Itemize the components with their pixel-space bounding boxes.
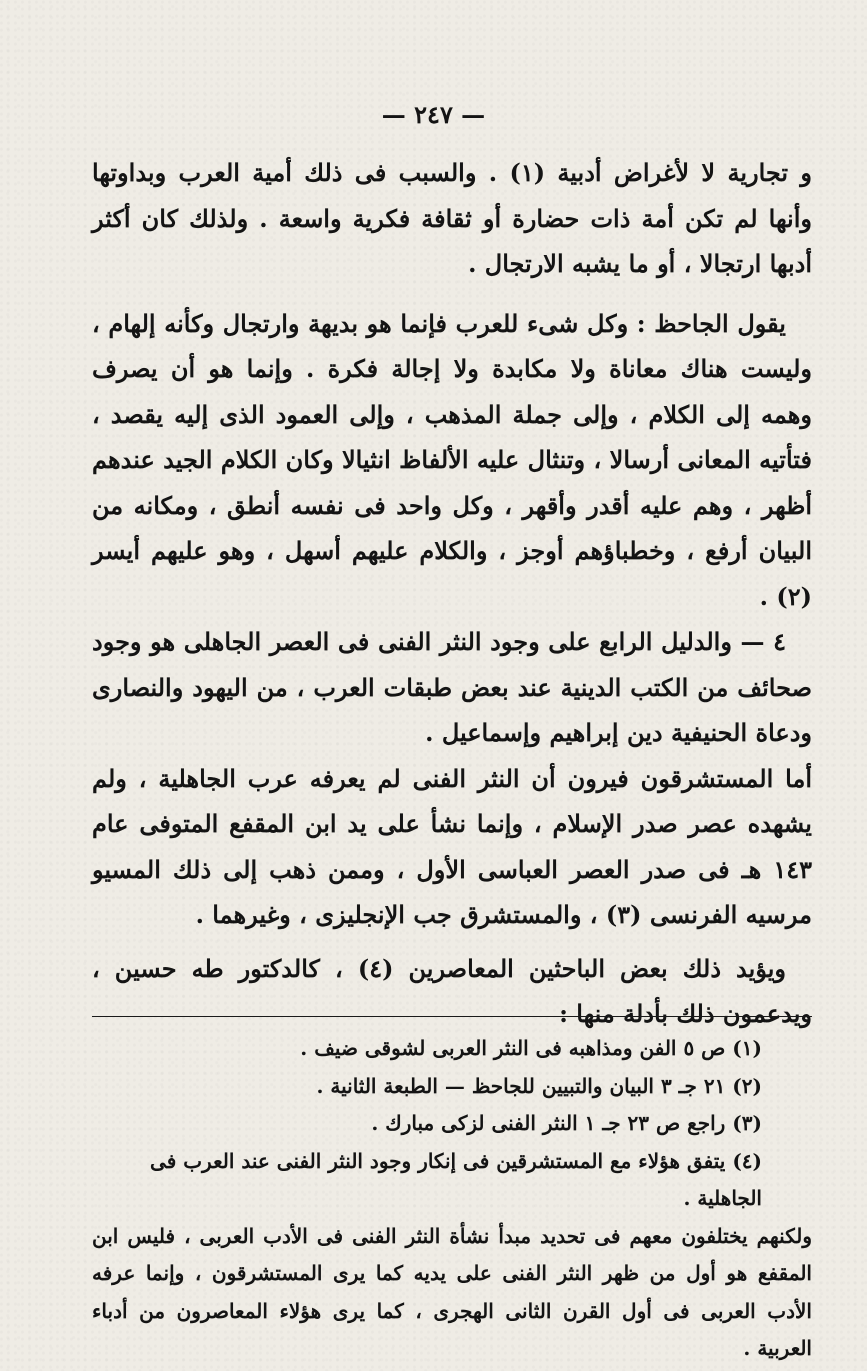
- footnote-4: (٤) يتفق هؤلاء مع المستشرقين فى إنكار وجود النثر الفنى عند العرب فى الجاهلية .: [150, 1148, 762, 1210]
- footnotes: [92, 1030, 812, 1368]
- main-text: [92, 150, 812, 1037]
- footnote-3: (٣) راجع ص ٢٣ جـ ١ النثر الفنى لزكى مبارك .: [371, 1111, 762, 1135]
- footnote-divider: [92, 1016, 812, 1017]
- footnote-2: (٢) ٢١ جـ ٣ البيان والتبيين للجاحظ — الطبعة الثانية .: [316, 1073, 762, 1098]
- footnote-4-continuation: ولكنهم يختلفون معهم فى تحديد مبدأ نشأة النثر الفنى فى الأدب العربى ، فليس ابن المقفع هو أول من ظهر النثر الفنى على يديه كما يرى المستشرقون ، وإنما عرفه الأدب العربى فى أول القرن الثانى الهجرى ، كما يرى هؤلاء المعاصرون من أدباء العربية .: [92, 1223, 812, 1360]
- paragraph-fourth-evidence: ٤ — والدليل الرابع على وجود النثر الفنى فى العصر الجاهلى هو وجود صحائف من الكتب الدينية عند بعض طبقات العرب ، من اليهود والنصارى ودعاة الحنيفية دين إبراهيم وإسماعيل .: [92, 627, 812, 747]
- paragraph-contemporary-researchers: ويؤيد ذلك بعض الباحثين المعاصرين (٤) ، كالدكتور طه حسين ، ويدعمون ذلك بأدلة منها :: [92, 953, 812, 1028]
- paragraph-intro-continuation: و تجارية لا لأغراض أدبية (١) . والسبب فى ذلك أمية العرب وبداوتها وأنها لم تكن أمة ذات حضارة أو ثقافة فكرية واسعة . ولذلك كان أكثر أدبها ارتجالا ، أو ما يشبه الارتجال .: [92, 158, 812, 278]
- page-number: — ٢٤٧ —: [381, 100, 486, 129]
- footnote-1: (١) ص ٥ الفن ومذاهبه فى النثر العربى لشوقى ضيف .: [300, 1036, 762, 1060]
- paragraph-jahiz-quote: يقول الجاحظ : وكل شىء للعرب فإنما هو بديهة وارتجال وكأنه إلهام ، وليست هناك معاناة ولا مكابدة ولا إجالة فكرة . وإنما هو أن يصرف وهمه إلى الكلام ، وإلى جملة المذهب ، وإلى العمود الذى إليه يقصد ، فتأتيه المعانى أرسالا ، وتنثال عليه الألفاظ انثيالا وكان الكلام الجيد عندهم أظهر ، وهم عليه أقدر وأقهر ، وكل واحد فى نفسه أنطق ، ومكانه من البيان أرفع ، وخطباؤهم أوجز ، والكلام عليهم أسهل ، وهو عليهم أيسر (٢) .: [92, 308, 813, 611]
- paragraph-orientalists: أما المستشرقون فيرون أن النثر الفنى لم يعرفه عرب الجاهلية ، ولم يشهده عصر صدر الإسلام ، وإنما نشأ على يد ابن المقفع المتوفى عام ١٤٣ هـ فى صدر العصر العباسى الأول ، وممن ذهب إلى ذلك المسيو مرسيه الفرنسى (٣) ، والمستشرق جب الإنجليزى ، وغيرهما .: [92, 763, 812, 929]
